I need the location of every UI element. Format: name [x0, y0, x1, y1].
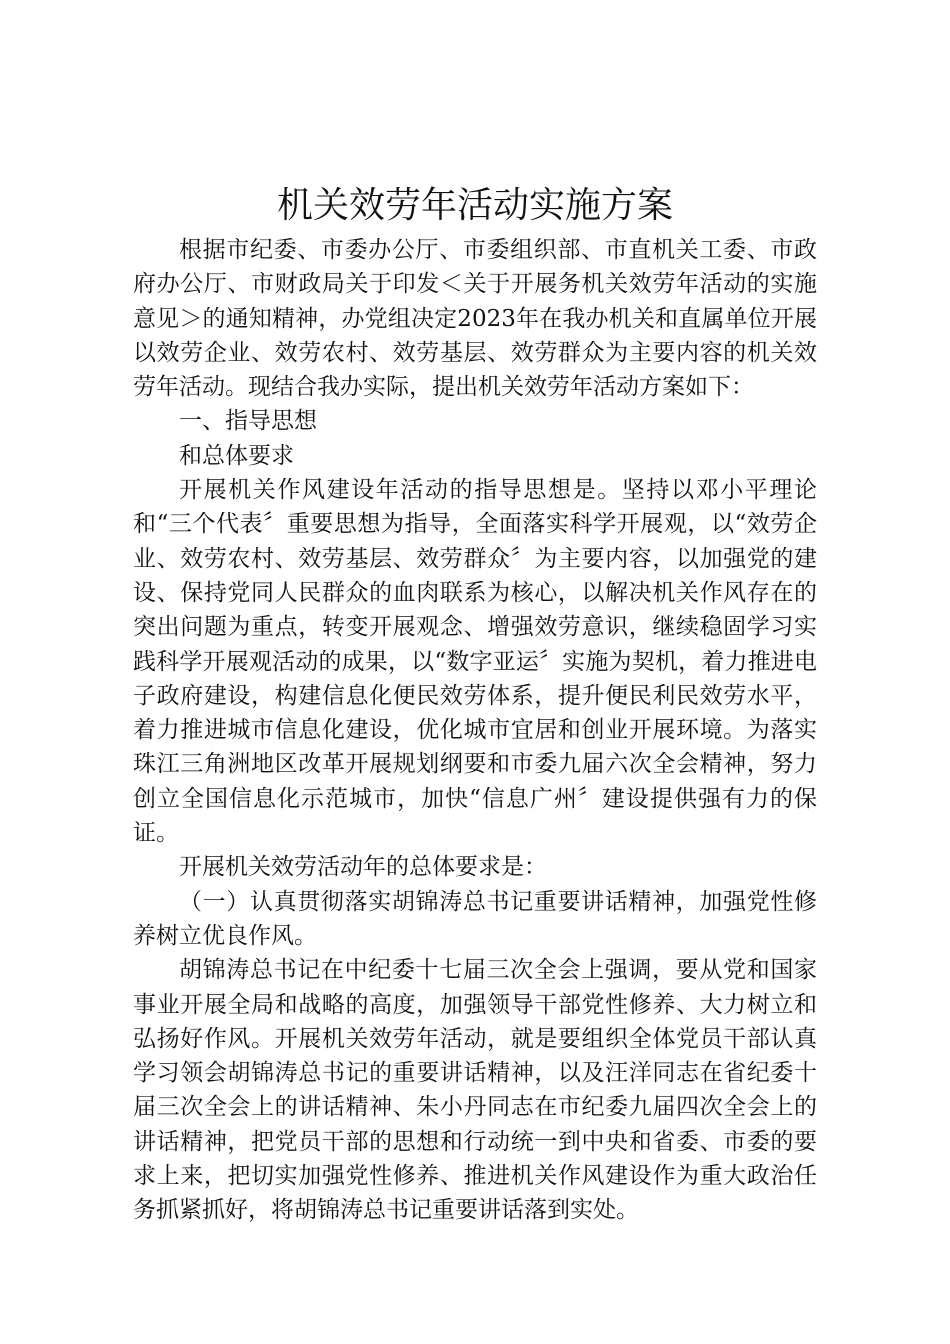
- section-heading-guiding-thought: 一、指导思想: [179, 408, 317, 435]
- document-title: 机关效劳年活动实施方案: [276, 185, 673, 226]
- paragraph-intro: 根据市纪委、市委办公厅、市委组织部、市直机关工委、市政府办公厅、市财政局关于印发＜关于开展务机关效劳年活动的实施意见＞的通知精神，办党组决定2023年在我办机关和直属单位开展以效劳企业、效劳农村、效劳基层、效劳群众为主要内容的机关效劳年活动。现结合我办实际，提出机关效劳年活动方案如下：: [133, 237, 817, 401]
- subsection-heading-one: （一）认真贯彻落实胡锦涛总书记重要讲话精神，加强党性修养树立优良作风。: [133, 888, 817, 949]
- section-heading-overall-requirements: 和总体要求: [179, 442, 294, 469]
- paragraph-overall-requirements-lead: 开展机关效劳活动年的总体要求是：: [179, 854, 547, 881]
- paragraph-guiding-thought: 开展机关作风建设年活动的指导思想是。坚持以邓小平理论和“三个代表〞重要思想为指导，全面落实科学开展观，以“效劳企业、效劳农村、效劳基层、效劳群众〞为主要内容，以加强党的建设、保持党同人民群众的血肉联系为核心，以解决机关作风存在的突出问题为重点，转变开展观念、增强效劳意识，继续稳固学习实践科学开展观活动的成果，以“数字亚运〞实施为契机，着力推进电子政府建设，构建信息化便民效劳体系，提升便民利民效劳水平，着力推进城市信息化建设，优化城市宜居和创业开展环境。为落实珠江三角洲地区改革开展规划纲要和市委九届六次全会精神，努力创立全国信息化示范城市，加快“信息广州〞建设提供强有力的保证。: [133, 477, 817, 847]
- paragraph-hu-speech: 胡锦涛总书记在中纪委十七届三次全会上强调，要从党和国家事业开展全局和战略的高度，加强领导干部党性修养、大力树立和弘扬好作风。开展机关效劳年活动，就是要组织全体党员干部认真学习领会胡锦涛总书记的重要讲话精神，以及汪洋同志在省纪委十届三次全会上的讲话精神、朱小丹同志在市纪委九届四次全会上的讲话精神，把党员干部的思想和行动统一到中央和省委、市委的要求上来，把切实加强党性修养、推进机关作风建设作为重大政治任务抓紧抓好，将胡锦涛总书记重要讲话落到实处。: [133, 957, 817, 1224]
- document-body: [133, 233, 817, 1228]
